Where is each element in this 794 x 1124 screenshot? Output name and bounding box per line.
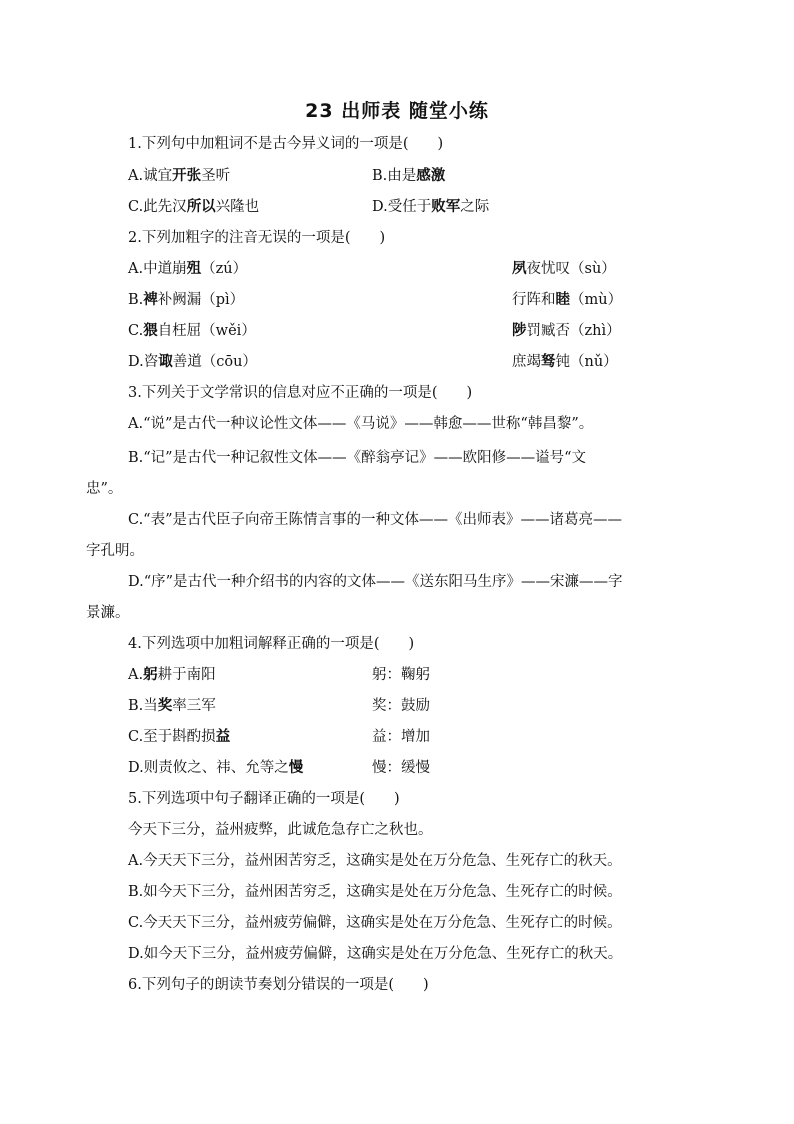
question-5-stem: 5.下列选项中句子翻译正确的一项是( ) (128, 791, 400, 807)
q3-option-b-cont: 忠”。 (86, 481, 123, 497)
q2-option-c-1: C.猥自枉屈（wěi） (128, 323, 256, 339)
q5-option-a: A.今天天下三分，益州困苦穷乏，这确实是处在万分危急、生死存亡的秋天。 (128, 853, 622, 869)
q2-option-b-2: 行阵和睦（mù） (512, 292, 623, 308)
q4-option-c: C.至于斟酌损益 (128, 729, 231, 745)
question-1-stem: 1.下列句中加粗词不是古今异义词的一项是( ) (128, 136, 444, 152)
q4-option-b-gloss: 奖：鼓励 (372, 698, 430, 714)
q2-option-d-2: 庶竭驽钝（nǔ） (512, 354, 618, 370)
q3-option-a: A.“说”是古代一种议论性文体——《马说》——韩愈——世称“韩昌黎”。 (128, 416, 594, 432)
q2-option-c-2: 陟罚臧否（zhì） (512, 323, 621, 339)
q5-option-c: C.今天天下三分，益州疲劳偏僻，这确实是处在万分危急、生死存亡的时候。 (128, 915, 622, 931)
question-4-stem: 4.下列选项中加粗词解释正确的一项是( ) (128, 636, 415, 652)
q3-option-c-cont: 字孔明。 (86, 543, 144, 559)
q1-option-d: D.受任于败军之际 (372, 199, 490, 215)
q5-option-d: D.如今天下三分，益州疲劳偏僻，这确实是处在万分危急、生死存亡的秋天。 (128, 946, 623, 962)
page-title: 23 出师表 随堂小练 (305, 100, 489, 122)
q2-option-a-2: 夙夜忧叹（sù） (512, 261, 616, 277)
q5-sentence: 今天下三分，益州疲弊，此诚危急存亡之秋也。 (128, 822, 433, 838)
q3-option-d-cont: 景濂。 (86, 605, 130, 621)
q2-option-a-1: A.中道崩殂（zú） (128, 261, 248, 277)
q4-option-d-gloss: 慢：缓慢 (372, 760, 430, 776)
question-2-stem: 2.下列加粗字的注音无误的一项是( ) (128, 230, 386, 246)
q5-option-b: B.如今天下三分，益州困苦穷乏，这确实是处在万分危急、生死存亡的时候。 (128, 884, 622, 900)
question-6-stem: 6.下列句子的朗读节奏划分错误的一项是( ) (128, 977, 429, 993)
q4-option-a: A.躬耕于南阳 (128, 667, 216, 683)
q4-option-d: D.则责攸之、祎、允等之慢 (128, 760, 304, 776)
q1-option-a: A.诚宜开张圣听 (128, 168, 231, 184)
q2-option-d-1: D.咨诹善道（cōu） (128, 354, 257, 370)
q4-option-c-gloss: 益：增加 (372, 729, 430, 745)
q3-option-c: C.“表”是古代臣子向帝王陈情言事的一种文体——《出师表》——诸葛亮—— (128, 512, 623, 528)
q4-option-b: B.当奖率三军 (128, 698, 216, 714)
q4-option-a-gloss: 躬：鞠躬 (372, 667, 430, 683)
q1-option-b: B.由是感激 (372, 168, 446, 184)
q3-option-d: D.“序”是古代一种介绍书的内容的文体——《送东阳马生序》——宋濂——字 (128, 574, 623, 590)
q2-option-b-1: B.裨补阙漏（pì） (128, 292, 245, 308)
q3-option-b: B.“记”是古代一种记叙性文体——《醉翁亭记》——欧阳修——谥号“文 (128, 450, 587, 466)
q1-option-c: C.此先汉所以兴隆也 (128, 199, 260, 215)
question-3-stem: 3.下列关于文学常识的信息对应不正确的一项是( ) (128, 385, 473, 401)
